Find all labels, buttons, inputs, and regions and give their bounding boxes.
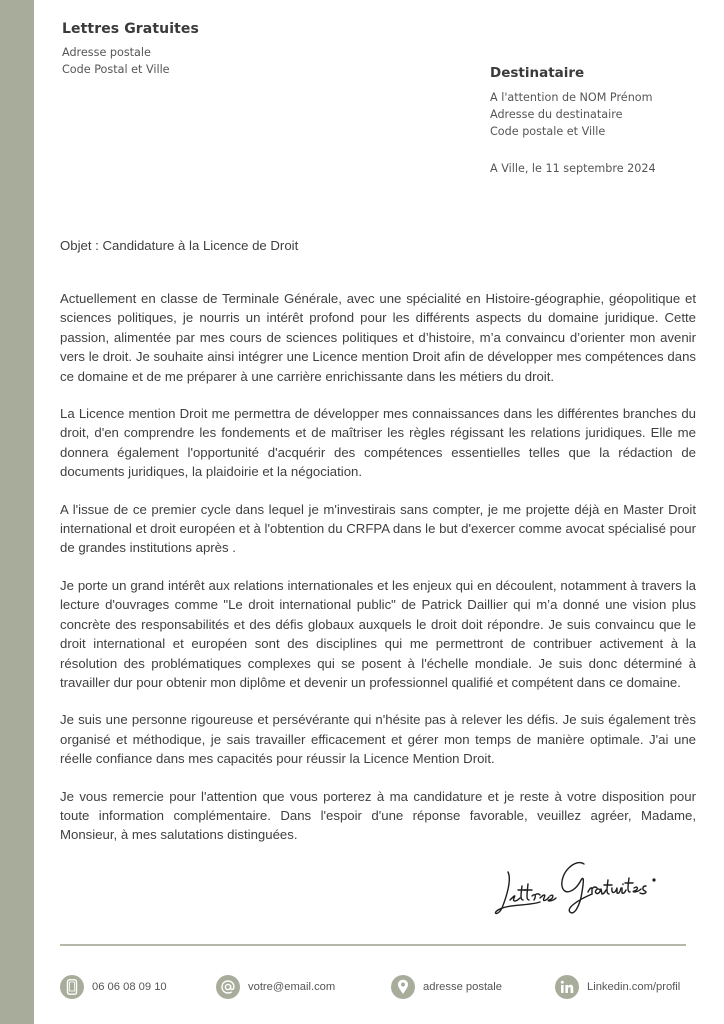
recipient-city-line: Code postale et Ville: [490, 125, 606, 138]
signature-drawing: [488, 850, 668, 920]
contact-phone: [60, 974, 167, 1000]
phone-number: 06 06 08 09 10: [92, 981, 167, 993]
linkedin-profile-link[interactable]: Linkedin.com/profil: [587, 981, 681, 993]
email-address[interactable]: votre@email.com: [248, 981, 336, 993]
sender-address-line: Adresse postale: [62, 46, 151, 59]
postal-address: adresse postale: [423, 981, 502, 993]
recipient-block: [490, 65, 656, 175]
sender-name: Lettres Gratuites: [62, 21, 199, 37]
sender-city-line: Code Postal et Ville: [62, 63, 170, 76]
recipient-attention-line: A l'attention de NOM Prénom: [490, 91, 653, 104]
letter-subject: Objet : Candidature à la Licence de Droit: [60, 238, 299, 253]
linkedin-icon: [555, 975, 579, 999]
letter-body: [60, 289, 696, 863]
at-sign-icon: [216, 975, 240, 999]
phone-icon: [60, 975, 84, 999]
recipient-address-line: Adresse du destinataire: [490, 108, 623, 121]
handwritten-signature: [488, 850, 668, 920]
body-paragraph: Je vous remercie pour l'attention que vous porterez à ma candidature et je reste à votre disposition pour toute information complémentaire. Dans l'espoir d'une réponse favorable, veuillez agréer, Madame, Monsieur, à mes salutations distinguées.: [60, 788, 696, 843]
map-pin-icon: [391, 975, 415, 999]
sender-block: [62, 21, 199, 78]
footer-divider: [60, 944, 686, 946]
body-paragraph: A l'issue de ce premier cycle dans lequel je m'investirais sans compter, je me projette déjà en Master Droit international et droit européen et à l'obtention du CRFPA dans le but d'exercer comme avocat spécialisé pour de grandes institutions après .: [60, 501, 696, 556]
body-paragraph: La Licence mention Droit me permettra de développer mes connaissances dans les différentes branches du droit, d'en comprendre les fondements et de maîtriser les règles régissant les relations juridiques. Elle me donnera également l'opportunité d'acquérir des compétences essentielles telles que la rédaction de documents juridiques, la plaidoirie et la négociation.: [60, 406, 696, 480]
contact-footer: [60, 974, 696, 1000]
contact-address: [391, 974, 502, 1000]
contact-email: [216, 974, 335, 1000]
decorative-sidebar: [0, 0, 34, 1024]
body-paragraph: Je porte un grand intérêt aux relations internationales et les enjeux qui en découlent, notamment à travers la lecture d'ouvrages comme "Le droit international public" de Patrick Daillier qui m’a donné une vision plus concrète des responsabilités et des défis globaux auxquels le droit doit répondre. Je suis convaincu que le droit international et européen sont des disciplines qui me permettront de contribuer activement à la résolution des problématiques complexes qui se posent à l'échelle mondiale. Je suis donc déterminé à travailler dur pour obtenir mon diplôme et devenir un professionnel qualifié et compétent dans ce domaine.: [60, 577, 696, 690]
letter-date: A Ville, le 11 septembre 2024: [490, 162, 656, 175]
body-paragraph: Je suis une personne rigoureuse et persévérante qui n'hésite pas à relever les défis. Je suis également très organisé et méthodique, je sais travailler efficacement et gérer mon temps de manière optimale. J'ai une réelle confiance dans mes capacités pour réussir la Licence Mention Droit.: [60, 712, 696, 767]
body-paragraph: Actuellement en classe de Terminale Générale, avec une spécialité en Histoire-géographie, géopolitique et sciences politiques, je nourris un intérêt profond pour les différents aspects du domaine juridique. Cette passion, alimentée par mes cours de sciences politiques et d’histoire, m’a convaincu d’orienter mon avenir vers le droit. Je souhaite ainsi intégrer une Licence mention Droit afin de développer mes compétences dans ce domaine et de me préparer à une carrière enrichissante dans les métiers du droit.: [60, 291, 696, 384]
recipient-title: Destinataire: [490, 65, 585, 81]
contact-linkedin: [555, 974, 680, 1000]
